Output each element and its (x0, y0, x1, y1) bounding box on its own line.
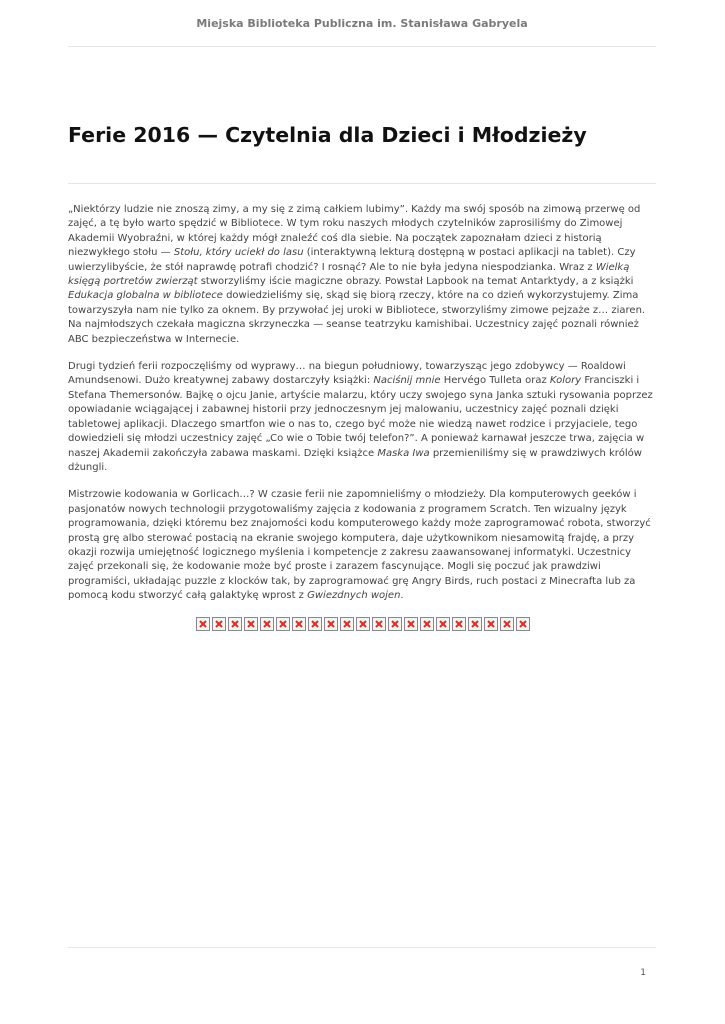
text-run: Hervégo Tulleta oraz (440, 375, 550, 387)
gallery-thumbnail[interactable] (420, 617, 434, 631)
broken-image-icon (454, 619, 464, 629)
broken-image-icon (230, 619, 240, 629)
gallery-thumbnail[interactable] (244, 617, 258, 631)
broken-image-icon (438, 619, 448, 629)
broken-image-icon (198, 619, 208, 629)
text-run: „Niektórzy ludzie nie znoszą zimy, a my się z zimą całkiem lubimy”. Każdy ma swój sposób na zimową przerwę od zajęć, a tę było warto spędzić w Bibliotece. W tym roku naszych młodych czytelników zaprosiliśmy do Zimowej Akademii Wyobraźni, w której każdy mógł znaleźć coś dla siebie. Na początek zapoznałam dzieci z historią niezwykłego stołu — (68, 204, 641, 259)
paragraph-2 (68, 360, 660, 475)
footer-divider (68, 947, 656, 948)
broken-image-icon (310, 619, 320, 629)
page-title: Ferie 2016 — Czytelnia dla Dzieci i Młodzieży (68, 123, 587, 147)
gallery-thumbnail[interactable] (356, 617, 370, 631)
gallery-thumbnail[interactable] (388, 617, 402, 631)
gallery-thumbnail[interactable] (260, 617, 274, 631)
text-run: Mistrzowie kodowania w Gorlicach…? W czasie ferii nie zapomnieliśmy o młodzieży. Dla komputerowych geeków i pasjonatów nowych technologii przygotowaliśmy zajęcia z kodowania z programem Scratch. Ten wizualny język programowania, dzięki któremu bez znajomości kodu komputerowego każdy może zaprogramować robota, stworzyć prostą grę albo sterować postacią na ekranie swojego komputera, daje użytkownikom niesamowitą frajdę, a przy okazji rozwija umiejętność logicznego myślenia i kompetencje z zakresu zaawansowanej informatyki. Uczestnicy zajęć przekonali się, że kodowanie może być proste i zarazem fascynujące. Mogli się poczuć jak prawdziwi programiści, układając puzzle z klocków tak, by zaprogramować grę Angry Birds, ruch postaci z Minecrafta lub za pomocą kodu stworzyć całą galaktykę wprost z (68, 489, 651, 602)
broken-image-icon (294, 619, 304, 629)
title-divider (68, 183, 656, 184)
italic-title: Maska Iwa (377, 447, 430, 459)
text-run: (interaktywną lekturą dostępną w postaci aplikacji na tablet). Czy uwierzylibyście, że stół naprawdę potrafi chodzić? I rosnąć? Ale to nie była jedyna niespodzianka. Wraz z (68, 247, 636, 273)
article-body (68, 203, 660, 631)
gallery-thumbnail[interactable] (324, 617, 338, 631)
image-gallery (68, 617, 660, 631)
gallery-thumbnail[interactable] (308, 617, 322, 631)
broken-image-icon (342, 619, 352, 629)
italic-title: Kolory (549, 375, 582, 387)
paragraph-1 (68, 203, 660, 347)
gallery-thumbnail[interactable] (372, 617, 386, 631)
italic-title: Stołu, który uciekł do lasu (173, 247, 304, 259)
broken-image-icon (422, 619, 432, 629)
italic-title: Edukacja globalna w bibliotece (68, 290, 223, 302)
broken-image-icon (246, 619, 256, 629)
text-run: Drugi tydzień ferii rozpoczęliśmy od wyprawy… na biegun południowy, towarzysząc jego zdobywcy — Roaldowi Amundsenowi. Dużo kreatywnej zabawy dostarczyły książki: (68, 361, 626, 387)
broken-image-icon (214, 619, 224, 629)
italic-title: Wielką księgą portretów zwierząt (68, 261, 630, 288)
gallery-thumbnail[interactable] (452, 617, 466, 631)
text-run: . (400, 590, 404, 602)
broken-image-icon (326, 619, 336, 629)
broken-image-icon (486, 619, 496, 629)
italic-title: Naciśnij mnie (373, 375, 441, 387)
italic-title: Gwiezdnych wojen (307, 590, 401, 602)
gallery-thumbnail[interactable] (468, 617, 482, 631)
gallery-thumbnail[interactable] (276, 617, 290, 631)
broken-image-icon (358, 619, 368, 629)
gallery-thumbnail[interactable] (484, 617, 498, 631)
gallery-thumbnail[interactable] (212, 617, 226, 631)
gallery-thumbnail[interactable] (292, 617, 306, 631)
text-run: przemieniliśmy się w prawdziwych królów dżungli. (68, 447, 642, 473)
broken-image-icon (406, 619, 416, 629)
text-run: Franciszki i Stefana Themersonów. Bajkę o ojcu Janie, artyście malarzu, który uczy swojego syna Janka sztuki rysowania poprzez opowiadanie wciągającej i zabawnej historii przy jednoczesnym jej malowaniu, uczestnicy zajęć poznali dzięki tabletowej aplikacji. Dlaczego smartfon wie o nas to, czego być może nie wiedzą nawet rodzice i przyjaciele, tego dowiedzieli się młodzi uczestnicy zajęć „Co wie o Tobie twój telefon?”. A ponieważ karnawał jeszcze trwa, zajęcia w naszej Akademii zakończyła zabawa maskami. Dzięki książce (68, 375, 653, 459)
broken-image-icon (262, 619, 272, 629)
broken-image-icon (518, 619, 528, 629)
gallery-thumbnail[interactable] (196, 617, 210, 631)
gallery-thumbnail[interactable] (404, 617, 418, 631)
text-run: dowiedzieliśmy się, skąd się biorą rzeczy, które na co dzień wykorzystujemy. Zima towarzyszyła nam nie tylko za oknem. By przywołać jej uroki w Bibliotece, stworzyliśmy zimowe pejzaże z… ziaren. Na najmłodszych czekała magiczna skrzyneczka — seanse teatrzyku kamishibai. Uczestnicy zajęć poznali również ABC bezpieczeństwa w Internecie. (68, 290, 646, 345)
gallery-thumbnail[interactable] (500, 617, 514, 631)
broken-image-icon (374, 619, 384, 629)
broken-image-icon (470, 619, 480, 629)
site-header: Miejska Biblioteka Publiczna im. Stanisława Gabryela (196, 17, 528, 30)
broken-image-icon (390, 619, 400, 629)
paragraph-3 (68, 488, 660, 603)
broken-image-icon (502, 619, 512, 629)
broken-image-icon (278, 619, 288, 629)
gallery-thumbnail[interactable] (340, 617, 354, 631)
page-number: 1 (640, 968, 646, 978)
gallery-thumbnail[interactable] (436, 617, 450, 631)
gallery-thumbnail[interactable] (228, 617, 242, 631)
text-run: stworzyliśmy iście magiczne obrazy. Powstał Lapbook na temat Antarktydy, a z książki (197, 276, 634, 288)
gallery-thumbnail[interactable] (516, 617, 530, 631)
header-divider (68, 46, 656, 47)
